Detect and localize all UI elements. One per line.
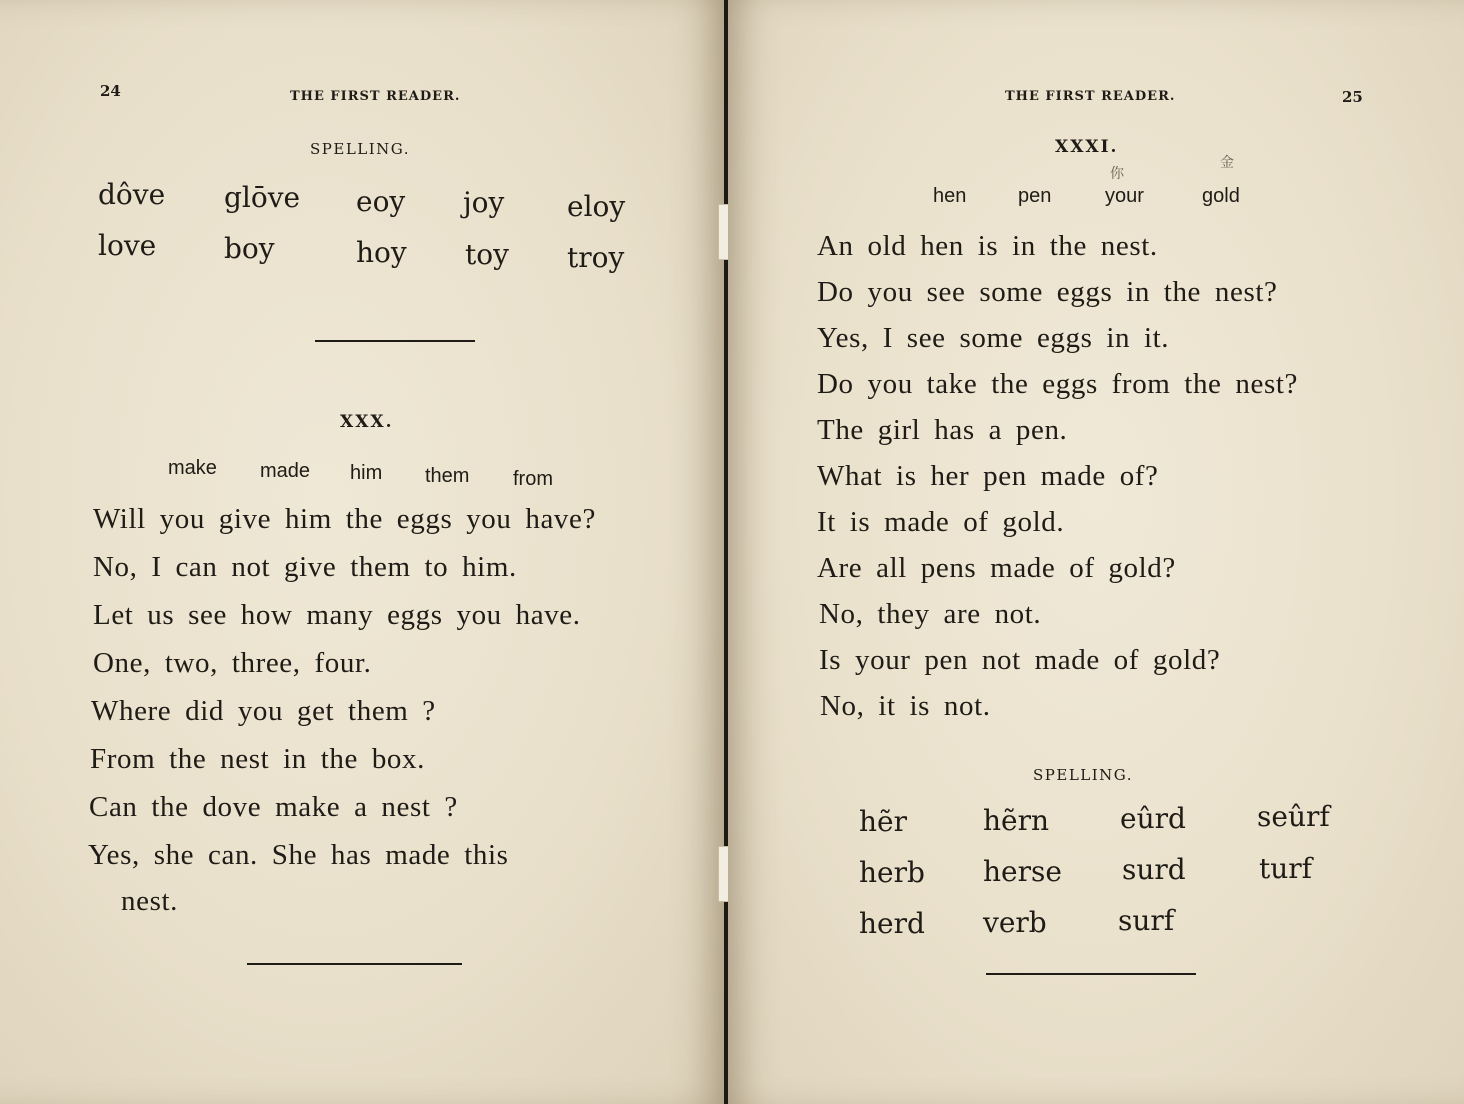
vocabulary-word: made xyxy=(260,460,311,482)
vocabulary-word: them xyxy=(425,465,470,487)
section-divider xyxy=(986,973,1196,975)
reading-line: What is her pen made of? xyxy=(817,460,1159,492)
page-number: 24 xyxy=(100,82,121,100)
spelling-word: love xyxy=(98,229,157,262)
reading-line: It is made of gold. xyxy=(817,506,1065,538)
spelling-word: seûrf xyxy=(1257,800,1330,833)
reading-line: Where did you get them ? xyxy=(91,695,436,727)
reading-line: No, they are not. xyxy=(819,598,1042,630)
vocabulary-word: him xyxy=(350,462,383,484)
spelling-word: surd xyxy=(1122,853,1186,886)
vocabulary-word: pen xyxy=(1018,185,1052,207)
lesson-number: XXX. xyxy=(340,412,394,432)
spelling-word: hẽr xyxy=(859,805,907,838)
handwritten-note: 你 xyxy=(1110,166,1124,182)
reading-line: The girl has a pen. xyxy=(817,414,1068,446)
spelling-word: herse xyxy=(983,855,1062,888)
spelling-word: toy xyxy=(465,238,509,271)
reading-line: Do you see some eggs in the nest? xyxy=(817,276,1278,308)
reading-line: An old hen is in the nest. xyxy=(817,230,1158,262)
spelling-word: herb xyxy=(859,856,925,889)
reading-line: Are all pens made of gold? xyxy=(817,552,1176,584)
reading-line: Do you take the eggs from the nest? xyxy=(817,368,1298,400)
spelling-word: hoy xyxy=(356,236,407,269)
reading-line: Is your pen not made of gold? xyxy=(819,644,1221,676)
spelling-word: dôve xyxy=(98,178,166,211)
reading-line: Will you give him the eggs you have? xyxy=(93,503,596,535)
spelling-word: eûrd xyxy=(1120,802,1186,835)
spelling-word: eloy xyxy=(567,190,626,223)
reading-line: Yes, she can. She has made this xyxy=(88,839,509,871)
running-head: THE FIRST READER. xyxy=(1005,89,1176,104)
vocabulary-word: gold xyxy=(1202,185,1240,207)
spelling-word: hẽrn xyxy=(983,804,1050,837)
spelling-word: boy xyxy=(224,232,275,265)
section-divider xyxy=(247,963,462,965)
spelling-word: surf xyxy=(1118,904,1175,937)
spelling-word: troy xyxy=(567,241,625,274)
reading-line: Yes, I see some eggs in it. xyxy=(817,322,1170,354)
reading-line: One, two, three, four. xyxy=(93,647,372,679)
lesson-number: XXXI. xyxy=(1055,137,1119,157)
spelling-heading: SPELLING. xyxy=(1033,766,1134,784)
spelling-word: glōve xyxy=(224,181,301,214)
spelling-word: verb xyxy=(983,906,1047,939)
spelling-word: herd xyxy=(859,907,925,940)
spelling-word: joy xyxy=(463,186,505,219)
reading-line: From the nest in the box. xyxy=(90,743,425,775)
reading-line: nest. xyxy=(121,885,178,917)
vocabulary-word: hen xyxy=(933,185,967,207)
reading-line: No, I can not give them to him. xyxy=(93,551,517,583)
reading-line: Can the dove make a nest ? xyxy=(89,791,458,823)
vocabulary-word: from xyxy=(513,468,553,490)
vocabulary-word: make xyxy=(168,457,217,479)
spelling-heading: SPELLING. xyxy=(310,140,411,158)
reading-line: Let us see how many eggs you have. xyxy=(93,599,581,631)
spelling-word: turf xyxy=(1259,852,1313,885)
left-page xyxy=(0,0,724,1104)
handwritten-note: 金 xyxy=(1220,155,1234,171)
running-head: THE FIRST READER. xyxy=(290,89,461,104)
page-number: 25 xyxy=(1342,88,1363,106)
reading-line: No, it is not. xyxy=(820,690,991,722)
section-divider xyxy=(315,340,475,342)
vocabulary-word: your xyxy=(1105,185,1144,207)
spelling-word: eoy xyxy=(356,185,406,218)
right-page xyxy=(728,0,1464,1104)
